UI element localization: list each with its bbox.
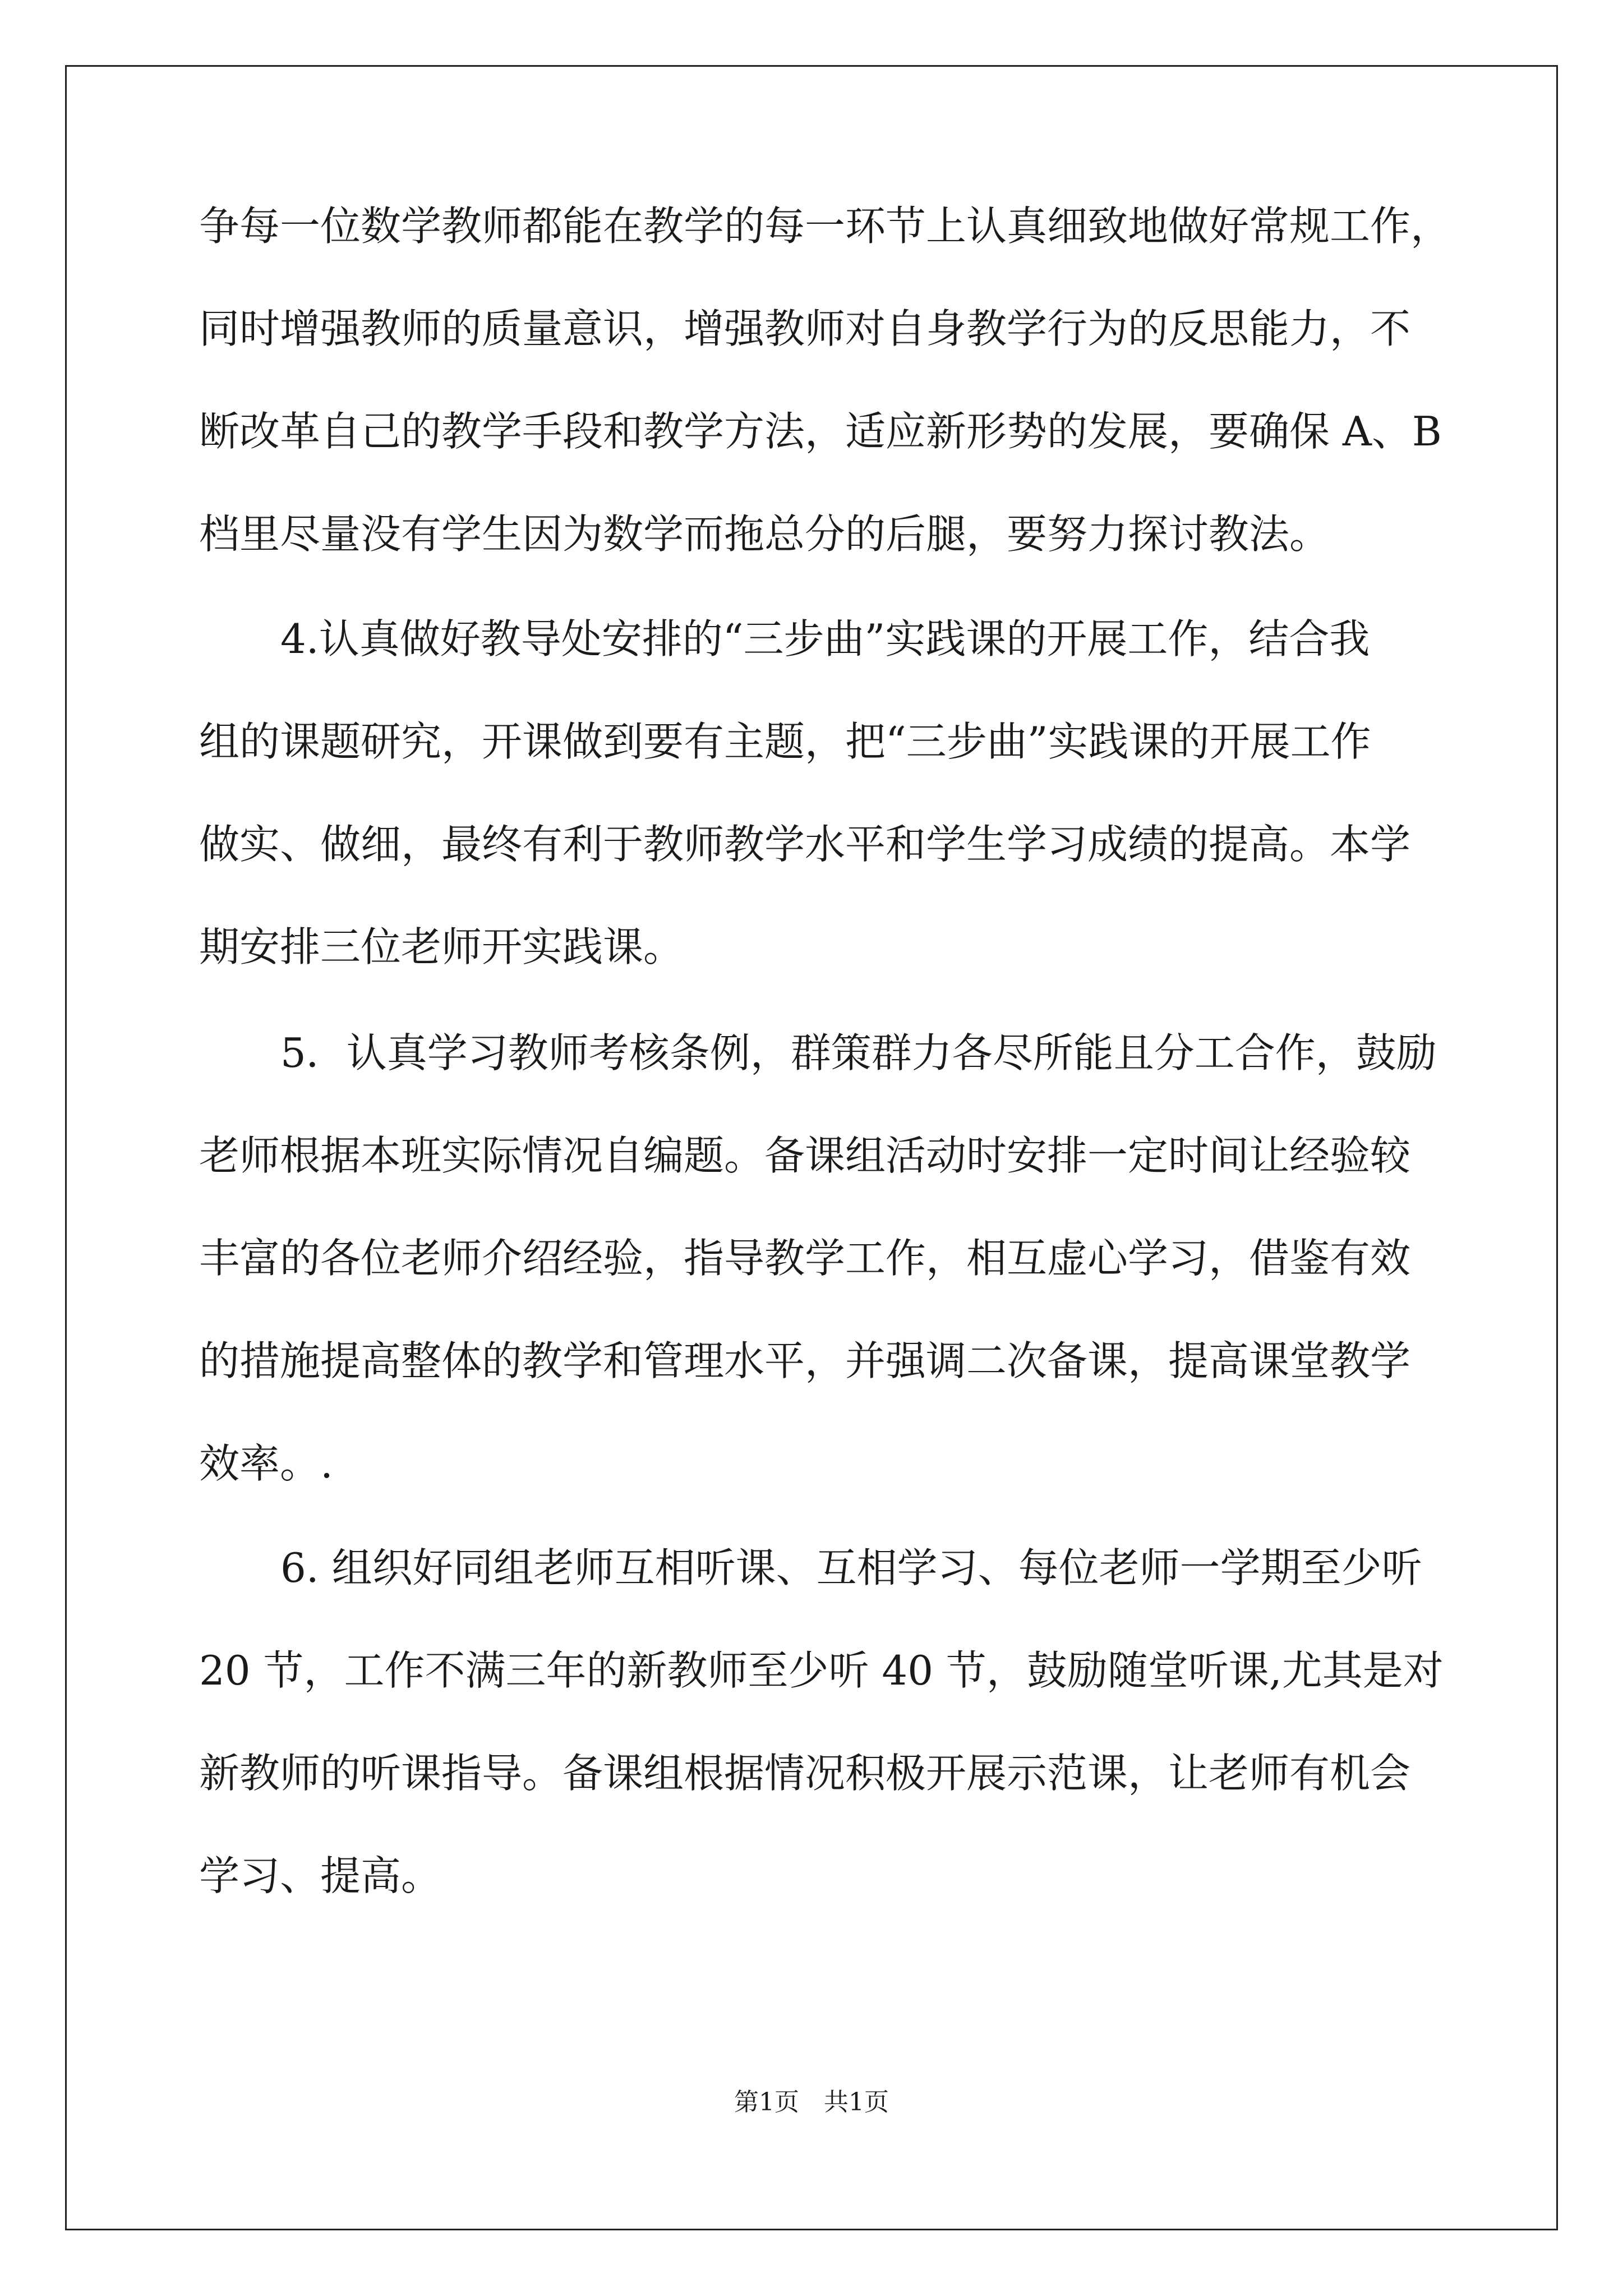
text-line: 新教师的听课指导。备课组根据情况积极开展示范课，让老师有机会 <box>199 1750 1411 1797</box>
text-line: 期安排三位老师开实践课。 <box>199 923 684 970</box>
paragraph-start-line: 4.认真做好教导处安排的“三步曲”实践课的开展工作，结合我 <box>280 615 1370 662</box>
paragraph-start-line: 6. 组织好同组老师互相听课、互相学习、每位老师一学期至少听 <box>280 1544 1422 1591</box>
page-number-footer: 第1页 共1页 <box>734 2088 889 2116</box>
text-line: 做实、做细，最终有利于教师教学水平和学生学习成绩的提高。本学 <box>199 821 1411 868</box>
text-line: 的措施提高整体的教学和管理水平，并强调二次备课，提高课堂教学 <box>199 1337 1411 1384</box>
text-line: 老师根据本班实际情况自编题。备课组活动时安排一定时间让经验较 <box>199 1132 1411 1179</box>
text-line: 20 节，工作不满三年的新教师至少听 40 节，鼓励随堂听课,尤其是对 <box>199 1647 1444 1694</box>
text-line: 争每一位数学教师都能在教学的每一环节上认真细致地做好常规工作， <box>199 203 1451 250</box>
text-line: 档里尽量没有学生因为数学而拖总分的后腿，要努力探讨教法。 <box>199 510 1330 558</box>
text-line: 同时增强教师的质量意识，增强教师对自身教学行为的反思能力，不 <box>199 305 1411 352</box>
text-line: 学习、提高。 <box>199 1852 442 1899</box>
text-line: 效率。. <box>199 1440 333 1487</box>
text-line: 断改革自己的教学手段和教学方法，适应新形势的发展，要确保 A、B <box>199 408 1442 455</box>
text-line: 丰富的各位老师介绍经验，指导教学工作，相互虚心学习，借鉴有效 <box>199 1235 1411 1282</box>
paragraph-start-line: 5．认真学习教师考核条例，群策群力各尽所能且分工合作，鼓励 <box>280 1029 1437 1076</box>
text-line: 组的课题研究，开课做到要有主题，把“三步曲”实践课的开展工作 <box>199 718 1371 765</box>
